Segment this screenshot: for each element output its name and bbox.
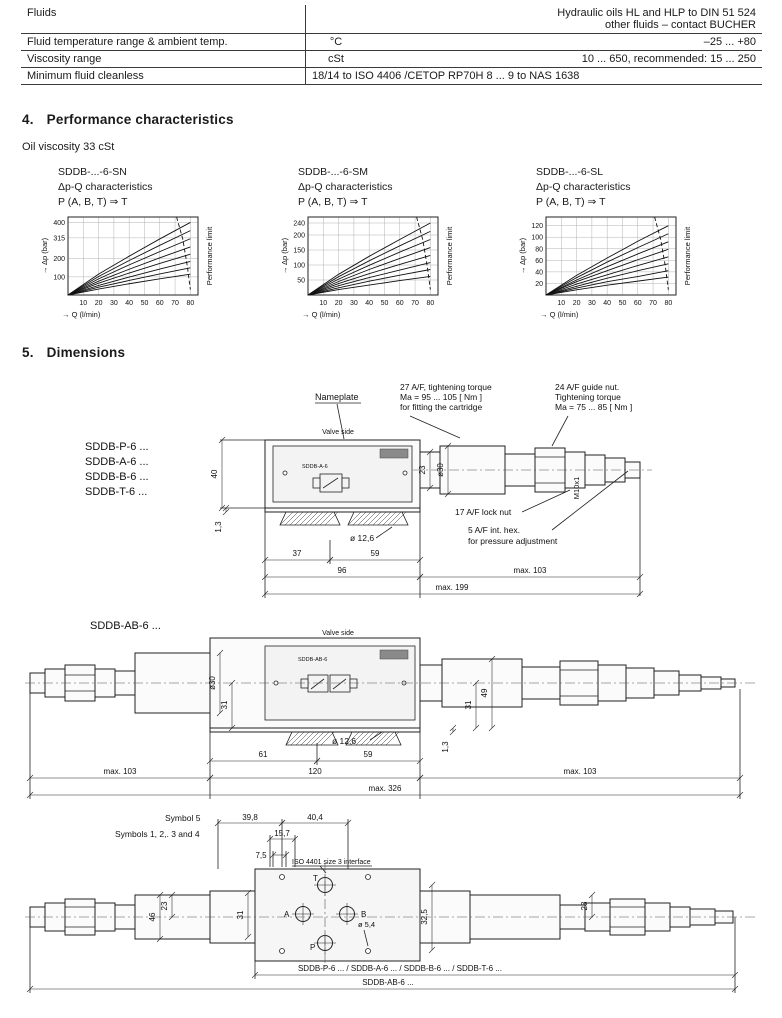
row-value: –25 ... +80: [366, 34, 762, 51]
dim-label: 40: [210, 469, 219, 479]
hatch-line: [286, 732, 299, 745]
section-heading-dimensions: [22, 345, 125, 360]
hatch-line: [393, 512, 406, 525]
y-tick-label: 80: [535, 246, 543, 254]
dim-label: max. 103: [513, 566, 547, 575]
chart-subtitle: P (A, B, T) ⇒ T: [58, 196, 128, 208]
port-b-label: B: [361, 910, 367, 919]
dim-label: 32,5: [420, 909, 429, 925]
dim-label: 1,3: [214, 521, 223, 533]
model-label: SDDB-AB-6 ...: [90, 620, 161, 632]
hatch-line: [383, 512, 396, 525]
dim-label: 1,3: [441, 741, 450, 753]
row-label: Minimum fluid cleanless: [21, 68, 306, 85]
part: [265, 508, 420, 512]
x-tick-label: 70: [171, 300, 179, 307]
x-axis-label: → Q (l/min): [540, 310, 579, 319]
y-tick-label: 200: [293, 232, 305, 240]
port-t-label: T: [313, 874, 318, 883]
x-tick-label: 50: [618, 300, 627, 307]
x-axis-label: → Q (l/min): [62, 310, 101, 319]
dim-label: 23: [160, 901, 169, 911]
model-label: SDDB-P-6 ...: [85, 441, 149, 453]
valve-side-label: Valve side: [322, 429, 354, 436]
dim-label: 59: [363, 750, 373, 759]
chart-title: Δp-Q characteristics: [536, 181, 631, 193]
y-tick-label: 200: [53, 256, 65, 264]
dim-label: ø 12,6: [350, 533, 375, 543]
chart-sl: [516, 165, 751, 326]
dimension-drawing-interface: [20, 807, 765, 1017]
hatch-line: [376, 732, 389, 745]
x-tick-label: 80: [186, 300, 195, 307]
x-tick-label: 70: [649, 300, 657, 307]
symbol5-label: Symbol 5: [165, 813, 201, 823]
section-title: Dimensions: [46, 345, 126, 360]
note-cartridge: for fitting the cartridge: [400, 402, 483, 412]
x-tick-label: 70: [411, 300, 419, 307]
chart-plot: [516, 212, 751, 326]
x-tick-label: 40: [603, 300, 612, 307]
y-tick-label: 50: [297, 277, 305, 285]
dim-label: 23: [580, 901, 589, 911]
dim-label: 61: [258, 750, 268, 759]
hatch-line: [305, 512, 318, 525]
circle: [280, 949, 285, 954]
hatch-line: [285, 512, 298, 525]
section-heading-performance: [22, 112, 234, 127]
line: [522, 490, 570, 512]
chart-subtitle: P (A, B, T) ⇒ T: [298, 196, 368, 208]
x-tick-label: 60: [633, 300, 642, 307]
x-tick-label: 20: [94, 300, 103, 307]
performance-limit-label: Performance limit: [205, 226, 214, 286]
note-int-hex: for pressure adjustment: [468, 536, 558, 546]
hatch-line: [381, 732, 394, 745]
hatch-line: [310, 512, 323, 525]
dim-label: 37: [292, 549, 302, 558]
drawing-svg: [80, 378, 745, 613]
chart-title: Δp-Q characteristics: [298, 181, 393, 193]
note-guide-nut: Ma = 75 ... 85 [ Nm ]: [555, 402, 633, 412]
x-tick-label: 30: [109, 300, 118, 307]
x-tick-label: 10: [319, 300, 328, 307]
chart-model: SDDB-...-6-SL: [536, 166, 604, 178]
hatch-line: [386, 732, 399, 745]
row-unit: cSt: [306, 51, 367, 68]
hatch-line: [280, 512, 293, 525]
y-tick-label: 100: [531, 234, 543, 242]
hatch-line: [388, 512, 401, 525]
y-tick-label: 40: [535, 269, 543, 277]
model-label: SDDB-T-6 ...: [85, 486, 148, 498]
chart-model: SDDB-...-6-SN: [58, 166, 127, 178]
row-label: Viscosity range: [21, 51, 306, 68]
note-guide-nut: Tightening torque: [555, 392, 621, 402]
circle: [403, 471, 407, 475]
dim-label: max. 103: [563, 767, 597, 776]
y-tick-label: 20: [535, 280, 543, 288]
hatch-line: [316, 732, 329, 745]
hatch-line: [300, 512, 313, 525]
line: [376, 527, 392, 538]
dim-label: 31: [464, 700, 473, 710]
x-tick-label: 80: [426, 300, 435, 307]
performance-limit-line: [177, 217, 191, 290]
x-tick-label: 20: [334, 300, 343, 307]
x-tick-label: 50: [140, 300, 149, 307]
part: [350, 679, 357, 688]
chart-svg: [516, 212, 721, 326]
x-tick-label: 40: [365, 300, 374, 307]
dim-label: ø 12,6: [332, 736, 357, 746]
hatch-line: [290, 512, 303, 525]
part: [301, 679, 308, 688]
part: [313, 478, 320, 488]
part: [380, 650, 408, 659]
hatch-line: [368, 512, 381, 525]
spec-table: [21, 5, 762, 85]
y-tick-label: 60: [535, 257, 543, 265]
x-tick-label: 60: [395, 300, 404, 307]
hatch-line: [356, 732, 369, 745]
circle: [283, 471, 287, 475]
dim-label: 7,5: [255, 851, 267, 860]
table-row: [21, 68, 762, 85]
part: [342, 478, 349, 488]
x-tick-label: 30: [349, 300, 358, 307]
dim-label: max. 199: [435, 583, 469, 592]
part: [380, 449, 408, 458]
hatch-line: [296, 732, 309, 745]
dimension-drawing-ab: [20, 613, 765, 807]
table-row: [21, 51, 762, 68]
note-int-hex: 5 A/F int. hex.: [468, 525, 520, 535]
port-a-label: A: [284, 910, 290, 919]
note-cartridge: Ma = 95 ... 105 [ Nm ]: [400, 392, 482, 402]
circle: [366, 949, 371, 954]
x-tick-label: 40: [125, 300, 134, 307]
section-number: 4.: [22, 112, 34, 127]
model-label: SDDB-B-6 ...: [85, 471, 149, 483]
part: [210, 728, 420, 732]
row-value: [366, 5, 762, 34]
nameplate-text: SDDB-A-6: [302, 464, 328, 470]
model-label: SDDB-A-6 ...: [85, 456, 149, 468]
performance-limit-label: Performance limit: [683, 226, 692, 286]
line: [410, 416, 460, 438]
y-tick-label: 150: [293, 247, 305, 255]
chart-svg: [278, 212, 483, 326]
drawing-svg: [20, 807, 765, 1017]
nameplate-text: SDDB-AB-6: [298, 657, 328, 663]
oil-viscosity-note: Oil viscosity 33 cSt: [22, 141, 115, 153]
x-tick-label: 30: [587, 300, 596, 307]
dim-label: ø 5,4: [358, 920, 376, 929]
x-tick-label: 50: [380, 300, 389, 307]
y-tick-label: 120: [531, 223, 543, 231]
symbols-label: Symbols 1, 2,. 3 and 4: [115, 829, 200, 839]
hatch-line: [301, 732, 314, 745]
hatch-line: [295, 512, 308, 525]
chart-subtitle: P (A, B, T) ⇒ T: [536, 196, 606, 208]
chart-sn: [38, 165, 273, 326]
chart-svg: [38, 212, 243, 326]
y-tick-label: 315: [53, 235, 65, 243]
dim-label: SDDB-AB-6 ...: [362, 978, 414, 987]
port-p-label: P: [310, 943, 316, 952]
note-cartridge: 27 A/F, tightening torque: [400, 382, 492, 392]
dim-label: ø30: [436, 463, 445, 477]
charts-row: [0, 165, 782, 343]
row-unit: [306, 5, 367, 34]
dim-label: 96: [337, 566, 347, 575]
hatch-line: [358, 512, 371, 525]
dim-label: 31: [220, 700, 229, 710]
dim-label: 46: [148, 912, 157, 922]
hatch-line: [353, 512, 366, 525]
row-value-line2: other fluids – contact BUCHER: [604, 19, 756, 31]
y-tick-label: 240: [293, 220, 305, 228]
dimension-drawing-single: [80, 378, 745, 613]
row-label: Fluids: [21, 5, 306, 34]
y-tick-label: 100: [53, 274, 65, 282]
line: [552, 416, 568, 446]
hatch-line: [348, 512, 361, 525]
chart-sm: [278, 165, 513, 326]
hatch-line: [291, 732, 304, 745]
chart-plot: [278, 212, 513, 326]
dim-label: 39,8: [242, 813, 258, 822]
dim-label: 49: [480, 688, 489, 698]
chart-title: Δp-Q characteristics: [58, 181, 153, 193]
hatch-line: [325, 512, 338, 525]
dim-label: 40,4: [307, 813, 323, 822]
x-axis-label: → Q (l/min): [302, 310, 341, 319]
row-value: 10 ... 650, recommended: 15 ... 250: [366, 51, 762, 68]
x-tick-label: 20: [572, 300, 581, 307]
dim-label: 23: [418, 465, 427, 475]
y-axis-label: → Δp (bar): [518, 237, 527, 275]
dim-label: 15,7: [274, 829, 290, 838]
dim-label: max. 326: [368, 784, 402, 793]
section-number: 5.: [22, 345, 34, 360]
hatch-line: [363, 512, 376, 525]
circle: [366, 875, 371, 880]
note-lock-nut: 17 A/F lock nut: [455, 507, 512, 517]
y-axis-label: → Δp (bar): [280, 237, 289, 275]
row-label: Fluid temperature range & ambient temp.: [21, 34, 306, 51]
y-axis-label: → Δp (bar): [40, 237, 49, 275]
performance-limit-line: [417, 217, 431, 290]
hatch-line: [378, 512, 391, 525]
hatch-line: [373, 512, 386, 525]
table-row: [21, 5, 762, 34]
y-tick-label: 400: [53, 219, 65, 227]
chart-model: SDDB-...-6-SM: [298, 166, 369, 178]
dim-label: SDDB-P-6 ... / SDDB-A-6 ... / SDDB-B-6 ... / SDDB-T-6 ...: [297, 964, 503, 973]
x-tick-label: 10: [557, 300, 566, 307]
x-tick-label: 80: [664, 300, 673, 307]
dim-label: ø30: [208, 676, 217, 690]
row-value-line1: Hydraulic oils HL and HLP to DIN 51 524: [557, 7, 756, 19]
y-tick-label: 100: [293, 262, 305, 270]
thread-callout: M10x1: [572, 476, 581, 500]
dim-label: 120: [308, 767, 322, 776]
part: [255, 869, 420, 961]
circle: [280, 875, 285, 880]
valve-side-label: Valve side: [322, 630, 354, 637]
row-unit: °C: [306, 34, 367, 51]
x-tick-label: 60: [155, 300, 164, 307]
iso-label: ISO 4401 size 3 interface: [292, 859, 371, 866]
hatch-line: [311, 732, 324, 745]
dim-label: 59: [370, 549, 380, 558]
hatch-line: [320, 512, 333, 525]
dim-label: 31: [236, 910, 245, 920]
drawing-svg: [20, 613, 765, 807]
row-value: 18/14 to ISO 4406 /CETOP RP70H 8 ... 9 to NAS 1638: [306, 68, 763, 85]
chart-plot: [38, 212, 273, 326]
hatch-line: [315, 512, 328, 525]
performance-limit-label: Performance limit: [445, 226, 454, 286]
note-guide-nut: 24 A/F guide nut.: [555, 382, 620, 392]
table-row: [21, 34, 762, 51]
x-tick-label: 10: [79, 300, 88, 307]
nameplate-label: Nameplate: [315, 392, 359, 402]
section-title: Performance characteristics: [46, 112, 234, 127]
dim-label: max. 103: [103, 767, 137, 776]
